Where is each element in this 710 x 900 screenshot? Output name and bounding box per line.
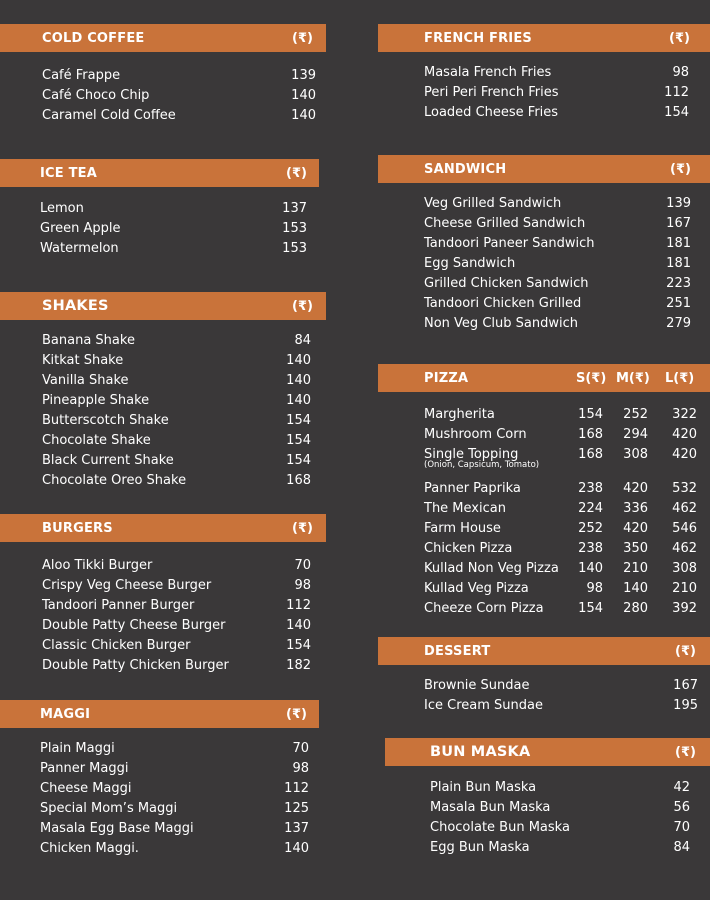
menu-item-name: Banana Shake: [42, 333, 135, 348]
menu-item-price: 140: [286, 353, 311, 368]
price-medium: 280: [623, 601, 648, 616]
menu-item: [424, 83, 704, 103]
section-title: DESSERT: [424, 643, 491, 659]
pizza-item: [424, 405, 710, 425]
menu-item-price: 70: [292, 741, 309, 756]
menu-item-name: Egg Sandwich: [424, 256, 516, 271]
menu-item: [42, 351, 332, 371]
price-medium: 252: [623, 407, 648, 422]
menu-item-name: Kitkat Shake: [42, 353, 124, 368]
menu-item-name: Tandoori Chicken Grilled: [424, 296, 582, 311]
currency-label: (₹): [286, 706, 307, 722]
menu-item: [42, 331, 332, 351]
menu-item-price: 168: [286, 473, 311, 488]
menu-item-price: 167: [666, 216, 691, 231]
price-medium: 140: [623, 581, 648, 596]
section-header: [378, 155, 710, 183]
currency-label: (₹): [675, 744, 696, 760]
menu-item: [42, 86, 332, 106]
menu-item-price: 98: [292, 761, 309, 776]
menu-item-price: 125: [284, 801, 309, 816]
currency-label: (₹): [292, 30, 313, 46]
price-small: 252: [578, 521, 603, 536]
price-small: 98: [586, 581, 603, 596]
menu-item-price: 139: [666, 196, 691, 211]
menu-item: [424, 214, 704, 234]
menu-item-price: 251: [666, 296, 691, 311]
menu-item: [40, 759, 320, 779]
section-header: [0, 700, 319, 728]
menu-item: [40, 839, 320, 859]
menu-item-name: Pineapple Shake: [42, 393, 150, 408]
pizza-item: [424, 579, 710, 599]
menu-item: [424, 314, 704, 334]
menu-item-name: Vanilla Shake: [42, 373, 129, 388]
currency-label: (₹): [292, 520, 313, 536]
price-large: 546: [672, 521, 697, 536]
menu-item-name: The Mexican: [424, 501, 506, 516]
menu-item: [40, 219, 320, 239]
menu-item-price: 154: [286, 453, 311, 468]
menu-item-name: Farm House: [424, 521, 501, 536]
menu-item-name: Masala French Fries: [424, 65, 552, 80]
menu-item: [40, 199, 320, 219]
section-title: PIZZA: [424, 370, 469, 386]
price-large: 210: [672, 581, 697, 596]
menu-item-name: Grilled Chicken Sandwich: [424, 276, 589, 291]
menu-item-price: 140: [286, 393, 311, 408]
menu-item: [424, 234, 704, 254]
menu-item-name: Lemon: [40, 201, 84, 216]
price-large: 392: [672, 601, 697, 616]
menu-item-price: 70: [673, 820, 690, 835]
price-large: 322: [672, 407, 697, 422]
section-header: [0, 292, 326, 320]
pizza-item: [424, 499, 710, 519]
menu-item-price: 153: [282, 241, 307, 256]
menu-item-price: 70: [294, 558, 311, 573]
menu-item-name: Single Topping: [424, 447, 519, 462]
menu-item: [42, 411, 332, 431]
menu-item-name: Plain Maggi: [40, 741, 115, 756]
pizza-item: [424, 539, 710, 559]
section-title: FRENCH FRIES: [424, 30, 532, 46]
menu-item: [42, 471, 332, 491]
menu-item: [424, 254, 704, 274]
menu-item-price: 153: [282, 221, 307, 236]
menu-item: [424, 696, 704, 716]
pizza-item: [424, 425, 710, 445]
menu-item-name: Aloo Tikki Burger: [42, 558, 153, 573]
menu-item-name: Café Choco Chip: [42, 88, 150, 103]
menu-item: [430, 818, 705, 838]
menu-item-name: Butterscotch Shake: [42, 413, 169, 428]
menu-item-price: 42: [673, 780, 690, 795]
price-large: 308: [672, 561, 697, 576]
currency-label: (₹): [292, 298, 313, 314]
menu-item: [424, 676, 704, 696]
menu-item-price: 279: [666, 316, 691, 331]
menu-item-price: 154: [664, 105, 689, 120]
price-medium: 420: [623, 521, 648, 536]
pizza-item: [424, 559, 710, 579]
menu-item-name: Green Apple: [40, 221, 121, 236]
menu-item-name: Egg Bun Maska: [430, 840, 530, 855]
menu-item-name: Plain Bun Maska: [430, 780, 537, 795]
menu-item: [40, 779, 320, 799]
menu-item-name: Watermelon: [40, 241, 119, 256]
menu-item-name: Crispy Veg Cheese Burger: [42, 578, 212, 593]
price-large: 420: [672, 447, 697, 462]
menu-item-price: 181: [666, 236, 691, 251]
menu-item: [40, 799, 320, 819]
menu-item-price: 137: [284, 821, 309, 836]
menu-item-price: 182: [286, 658, 311, 673]
menu-item-name: Peri Peri French Fries: [424, 85, 559, 100]
menu-item-name: Chicken Maggi.: [40, 841, 139, 856]
menu-item-price: 181: [666, 256, 691, 271]
price-medium: 336: [623, 501, 648, 516]
size-large-label: L(₹): [665, 370, 695, 386]
menu-item-name: Ice Cream Sundae: [424, 698, 543, 713]
section-header: [0, 159, 319, 187]
menu-item-price: 154: [286, 433, 311, 448]
price-small: 140: [578, 561, 603, 576]
menu-item: [42, 391, 332, 411]
menu-item: [42, 576, 332, 596]
menu-item: [424, 294, 704, 314]
menu-item-name: Kullad Non Veg Pizza: [424, 561, 559, 576]
price-medium: 308: [623, 447, 648, 462]
menu-item-name: Panner Paprika: [424, 481, 521, 496]
menu-item: [42, 636, 332, 656]
menu-item: [40, 739, 320, 759]
menu-item-price: 195: [673, 698, 698, 713]
price-small: 238: [578, 481, 603, 496]
menu-item-name: Double Patty Cheese Burger: [42, 618, 226, 633]
menu-item: [40, 819, 320, 839]
menu-item: [42, 106, 332, 126]
menu-item-name: Masala Bun Maska: [430, 800, 551, 815]
section-header: [378, 637, 710, 665]
section-header: [378, 24, 710, 52]
menu-item-price: 98: [294, 578, 311, 593]
menu-item-price: 140: [291, 108, 316, 123]
menu-item: [430, 778, 705, 798]
menu-item-name: Double Patty Chicken Burger: [42, 658, 229, 673]
section-header: [0, 514, 326, 542]
menu-item-name: Veg Grilled Sandwich: [424, 196, 562, 211]
price-medium: 210: [623, 561, 648, 576]
menu-item-price: 140: [286, 618, 311, 633]
menu-item-name: Classic Chicken Burger: [42, 638, 191, 653]
menu-item-price: 140: [291, 88, 316, 103]
section-title: SANDWICH: [424, 161, 507, 177]
menu-item-price: 137: [282, 201, 307, 216]
currency-label: (₹): [286, 165, 307, 181]
pizza-item: [424, 445, 710, 479]
section-title: BURGERS: [42, 520, 113, 536]
menu-item-name: Chicken Pizza: [424, 541, 513, 556]
menu-item-price: 112: [286, 598, 311, 613]
pizza-item: [424, 479, 710, 499]
menu-item: [424, 194, 704, 214]
menu-item-price: 140: [284, 841, 309, 856]
price-large: 462: [672, 541, 697, 556]
menu-item-name: Brownie Sundae: [424, 678, 530, 693]
menu-item-name: Black Current Shake: [42, 453, 174, 468]
menu-item: [42, 596, 332, 616]
menu-item-price: 140: [286, 373, 311, 388]
menu-item-price: 112: [664, 85, 689, 100]
price-large: 420: [672, 427, 697, 442]
menu-item: [424, 103, 704, 123]
price-small: 154: [578, 601, 603, 616]
section-header: [385, 738, 710, 766]
menu-item-name: Tandoori Paneer Sandwich: [424, 236, 595, 251]
menu-item-price: 154: [286, 413, 311, 428]
menu-item-name: Chocolate Oreo Shake: [42, 473, 187, 488]
menu-item: [430, 798, 705, 818]
menu-item-name: Cheese Grilled Sandwich: [424, 216, 586, 231]
menu-item-name: Caramel Cold Coffee: [42, 108, 176, 123]
section-header: [0, 24, 326, 52]
menu-item-name: Margherita: [424, 407, 495, 422]
menu-item-price: 167: [673, 678, 698, 693]
menu-item: [40, 239, 320, 259]
menu-item: [42, 371, 332, 391]
menu-item-name: Special Mom’s Maggi: [40, 801, 178, 816]
menu-item: [42, 66, 332, 86]
menu-item: [42, 556, 332, 576]
menu-item-name: Cheeze Corn Pizza: [424, 601, 544, 616]
price-small: 168: [578, 427, 603, 442]
menu-item-price: 84: [294, 333, 311, 348]
menu-item: [42, 656, 332, 676]
menu-item: [424, 63, 704, 83]
size-medium-label: M(₹): [616, 370, 650, 386]
menu-item: [42, 451, 332, 471]
section-title: MAGGI: [40, 706, 91, 722]
pizza-item: [424, 599, 710, 619]
menu-item-price: 223: [666, 276, 691, 291]
menu-item-name: Tandoori Panner Burger: [42, 598, 195, 613]
price-small: 224: [578, 501, 603, 516]
menu-item-price: 56: [673, 800, 690, 815]
currency-label: (₹): [675, 643, 696, 659]
currency-label: (₹): [669, 30, 690, 46]
menu-item-price: 139: [291, 68, 316, 83]
section-title: COLD COFFEE: [42, 30, 145, 46]
menu-item-name: Chocolate Shake: [42, 433, 151, 448]
section-title: SHAKES: [42, 298, 109, 314]
price-medium: 294: [623, 427, 648, 442]
menu-item-price: 98: [672, 65, 689, 80]
menu-item-name: Mushroom Corn: [424, 427, 527, 442]
menu-item-price: 112: [284, 781, 309, 796]
menu-item-name: Panner Maggi: [40, 761, 129, 776]
menu-item-name: Loaded Cheese Fries: [424, 105, 559, 120]
menu-item-name: Café Frappe: [42, 68, 121, 83]
menu-item-note: (Onion, Capsicum, Tomato): [424, 460, 540, 470]
price-small: 238: [578, 541, 603, 556]
menu-item: [42, 431, 332, 451]
menu-item-name: Chocolate Bun Maska: [430, 820, 570, 835]
section-title: ICE TEA: [40, 165, 97, 181]
menu-item-price: 154: [286, 638, 311, 653]
price-small: 154: [578, 407, 603, 422]
section-title: BUN MASKA: [430, 744, 531, 760]
menu-item-price: 84: [673, 840, 690, 855]
menu-item: [42, 616, 332, 636]
pizza-item: [424, 519, 710, 539]
menu-item-name: Cheese Maggi: [40, 781, 132, 796]
price-large: 462: [672, 501, 697, 516]
menu-item: [430, 838, 705, 858]
section-header: [378, 364, 710, 392]
price-medium: 420: [623, 481, 648, 496]
price-small: 168: [578, 447, 603, 462]
menu-item: [424, 274, 704, 294]
size-small-label: S(₹): [576, 370, 607, 386]
price-large: 532: [672, 481, 697, 496]
menu-item-name: Masala Egg Base Maggi: [40, 821, 194, 836]
menu-item-name: Kullad Veg Pizza: [424, 581, 529, 596]
currency-label: (₹): [670, 161, 691, 177]
menu-item-name: Non Veg Club Sandwich: [424, 316, 578, 331]
price-medium: 350: [623, 541, 648, 556]
